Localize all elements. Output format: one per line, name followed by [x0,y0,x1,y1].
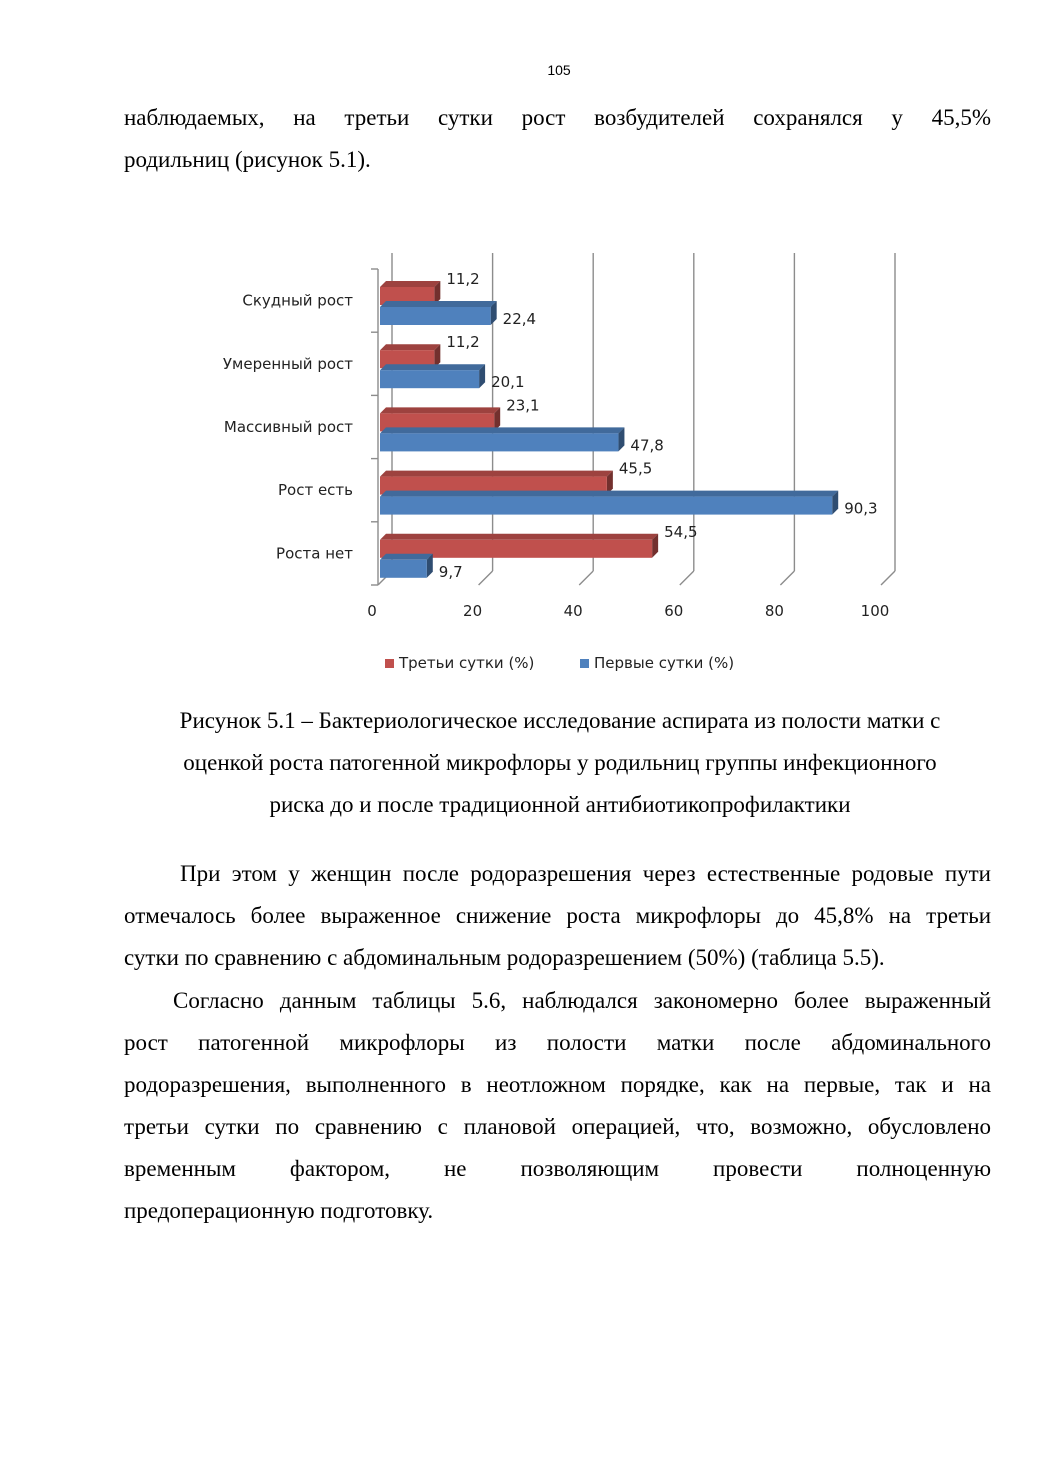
category-label: Роста нет [276,544,353,563]
x-tick-label: 60 [664,602,684,620]
gridline-floor [680,571,694,585]
data-label: 47,8 [630,436,664,455]
gridline-floor [479,571,493,585]
category-label: Рост есть [277,481,353,500]
bar [380,307,491,325]
text-line: отмечалось более выраженное снижение роста микрофлоры до 45,8% на третьи [124,903,991,928]
text-line: родоразрешения, выполненного в неотложном порядке, как на первые, так и на [124,1072,991,1097]
legend-label: Третьи сутки (%) [399,654,535,672]
text-line: При этом у женщин после родоразрешения через естественные родовые пути [180,861,991,886]
data-label: 11,2 [446,270,480,288]
legend-swatch [385,659,394,668]
bar-top [380,281,440,287]
intro-paragraph [124,97,991,181]
text-line: родильниц (рисунок 5.1). [124,147,371,172]
category-label: Массивный рост [223,418,353,436]
category-label: Скудный рост [242,291,353,310]
gridline-floor [579,571,593,585]
gridline-floor [881,571,895,585]
bar-top [380,427,624,433]
data-label: 90,3 [844,499,878,518]
legend-label: Первые сутки (%) [594,654,735,672]
chart-svg [0,230,1040,690]
caption-line: риска до и после традиционной антибиотикопрофилактики [269,792,851,817]
x-tick-label: 80 [764,602,784,620]
bar-top [380,491,838,497]
category-label: Умеренный рост [222,354,353,373]
data-label: 20,1 [491,373,525,392]
text-line: сутки по сравнению с абдоминальным родоразрешением (50%) (таблица 5.5). [124,945,885,970]
gridline-floor [780,571,794,585]
bar-top [380,407,500,413]
x-tick-label: 20 [463,602,483,620]
figure-caption [100,700,1020,826]
caption-line: оценкой роста патогенной микрофлоры у родильниц группы инфекционного [183,750,937,775]
text-line: наблюдаемых, на третьи сутки рост возбудителей сохранялся у 45,5% [124,105,991,130]
data-label: 54,5 [664,522,698,541]
text-line: рост патогенной микрофлоры из полости матки после абдоминального [124,1030,991,1055]
bar-top [380,554,433,560]
text-line: временным фактором, не позволяющим провести полноценную [124,1156,991,1181]
data-label: 23,1 [506,396,540,415]
legend-swatch [580,659,589,668]
bar [380,433,618,451]
x-tick-label: 0 [367,602,377,620]
page-number: 105 [547,62,571,78]
data-label: 45,5 [618,459,653,478]
bar-top [380,364,485,370]
x-tick-label: 100 [860,602,890,620]
data-label: 22,4 [502,310,537,328]
caption-line: Рисунок 5.1 – Бактериологическое исследование аспирата из полости матки с [179,708,941,733]
paragraph-2 [124,980,991,1232]
bar-chart [0,230,1040,690]
bar-top [380,301,497,307]
x-tick-label: 40 [563,602,583,620]
bar-top [380,471,613,477]
data-label: 9,7 [438,562,463,581]
text-line: третьи сутки по сравнению с плановой операцией, что, возможно, обусловлено [124,1114,991,1139]
data-label: 11,2 [446,333,480,352]
bar [380,497,832,515]
bar [380,560,427,578]
text-line: предоперационную подготовку. [124,1198,434,1223]
bar [380,370,479,388]
bar-top [380,344,440,350]
bar-top [380,534,658,540]
paragraph-1 [124,853,991,979]
text-line: Согласно данным таблицы 5.6, наблюдался закономерно более выраженный [173,988,991,1013]
